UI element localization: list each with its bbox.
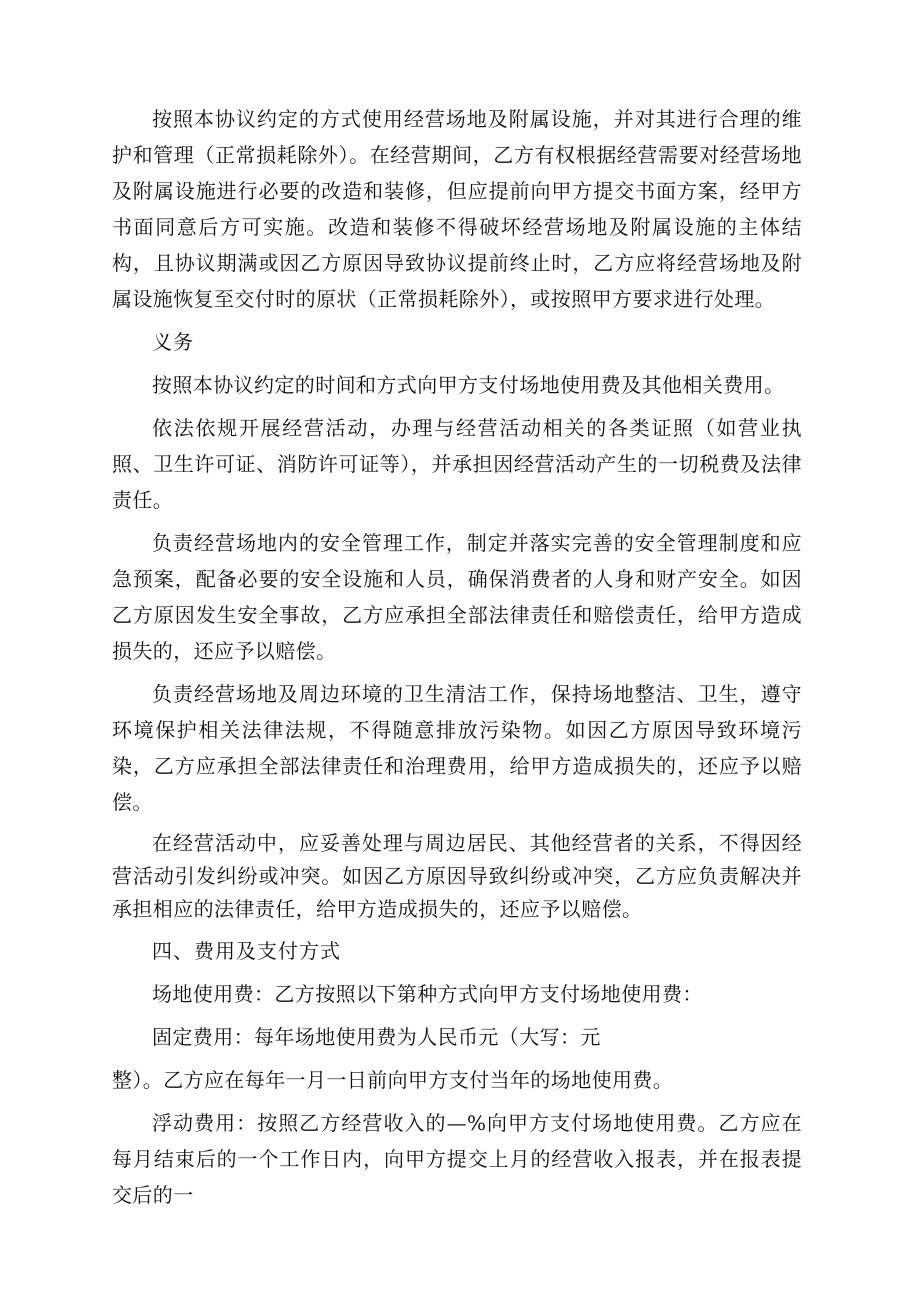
paragraph-environment: 负责经营场地及周边环境的卫生清洁工作，保持场地整洁、卫生，遵守环境保护相关法律法规，不得随意排放污染物。如因乙方原因导致环境污染，乙方应承担全部法律责任和治理费用，给甲方造成损失的，还应予以赔偿。 bbox=[112, 682, 802, 814]
subheading-obligations: 义务 bbox=[152, 330, 194, 354]
paragraph-licenses: 依法依规开展经营活动，办理与经营活动相关的各类证照（如营业执照、卫生许可证、消防许可证等），并承担因经营活动产生的一切税费及法律责任。 bbox=[112, 416, 802, 512]
document-body bbox=[112, 101, 802, 1220]
paragraph-payment-obligation: 按照本协议约定的时间和方式向甲方支付场地使用费及其他相关费用。 bbox=[152, 373, 785, 397]
paragraph-fixed-fee: 固定费用：每年场地使用费为人民币元（大写：元 bbox=[152, 1025, 601, 1049]
paragraph-fee-method: 场地使用费：乙方按照以下第种方式向甲方支付场地使用费： bbox=[152, 982, 703, 1006]
paragraph-fixed-fee-continued: 整）。乙方应在每年一月一日前向甲方支付当年的场地使用费。 bbox=[112, 1068, 674, 1092]
paragraph-neighbors: 在经营活动中，应妥善处理与周边居民、其他经营者的关系，不得因经营活动引发纠纷或冲突。如因乙方原因导致纠纷或冲突，乙方应负责解决并承担相应的法律责任，给甲方造成损失的，还应予以赔偿。 bbox=[112, 831, 802, 921]
paragraph-facility-use: 按照本协议约定的方式使用经营场地及附属设施，并对其进行合理的维护和管理（正常损耗除外）。在经营期间，乙方有权根据经营需要对经营场地及附属设施进行必要的改造和装修，但应提前向甲方提交书面方案，经甲方书面同意后方可实施。改造和装修不得破坏经营场地及附属设施的主体结构，且协议期满或因乙方原因导致协议提前终止时，乙方应将经营场地及附属设施恢复至交付时的原状（正常损耗除外），或按照甲方要求进行处理。 bbox=[112, 107, 802, 311]
section-heading-fees: 四、费用及支付方式 bbox=[152, 939, 341, 963]
paragraph-safety: 负责经营场地内的安全管理工作，制定并落实完善的安全管理制度和应急预案，配备必要的安全设施和人员，确保消费者的人身和财产安全。如因乙方原因发生安全事故，乙方应承担全部法律责任和赔偿责任，给甲方造成损失的，还应予以赔偿。 bbox=[112, 531, 802, 663]
paragraph-floating-fee: 浮动费用：按照乙方经营收入的—%向甲方支付场地使用费。乙方应在每月结束后的一个工作日内，向甲方提交上月的经营收入报表，并在报表提交后的一 bbox=[112, 1111, 802, 1207]
